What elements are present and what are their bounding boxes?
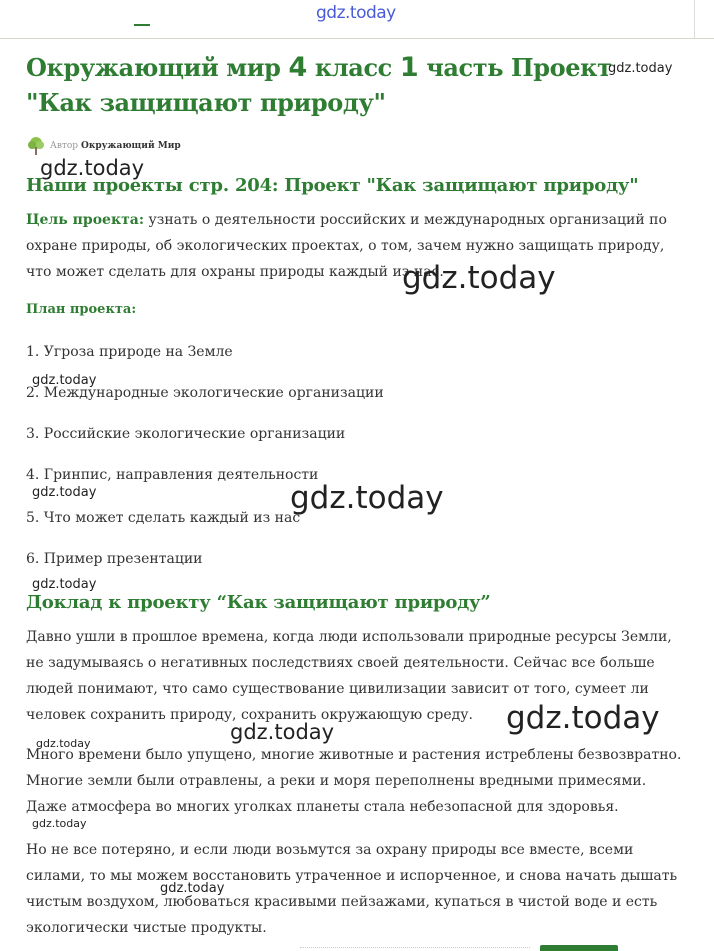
page-title xyxy=(26,50,616,120)
project-goal xyxy=(26,207,686,285)
plan-label: План проекта: xyxy=(26,302,137,317)
list-item: 6. Пример презентации xyxy=(26,551,203,567)
watermark: gdz.today xyxy=(40,156,145,180)
author-label: Автор xyxy=(50,141,79,151)
watermark: gdz.today xyxy=(290,480,444,516)
nav-accent[interactable] xyxy=(134,24,150,26)
report-paragraph: Давно ушли в прошлое времена, когда люди использовали природные ресурсы Земли, не задумываясь о негативных последствиях своей деятельности. Сейчас все больше людей понимают, что само существование цивилизации зависит от того, сумеет ли человек сохранить природу, сохранить окружающую среду. xyxy=(26,629,672,723)
report-paragraph: Но не все потеряно, и если люди возьмутся за охрану природы все вместе, всеми силами, то мы можем восстановить утраченное и испорченное, и снова начать дышать чистым воздухом, любоваться красивыми пейзажами, купаться в чистой воде и есть экологически чистые продукты. xyxy=(26,842,678,936)
watermark: gdz.today xyxy=(32,817,87,830)
divider xyxy=(694,0,695,38)
title-text: Окружающий мир xyxy=(26,53,289,82)
list-item: 2. Международные экологические организации xyxy=(26,385,384,401)
goal-text: узнать о деятельности российских и международных организаций по охране природы, об экологических проектах, о том, зачем нужно защищать природу, что может сделать для охраны природы каждый из нас. xyxy=(26,212,667,280)
section-heading-projects: Наши проекты стр. 204: Проект "Как защищают природу" xyxy=(26,175,639,196)
section-heading-report: Доклад к проекту “Как защищают природу” xyxy=(26,592,491,613)
watermark: gdz.today xyxy=(32,373,97,388)
title-text: класс xyxy=(306,53,400,82)
bottom-bar xyxy=(0,944,714,951)
list-item: 3. Российские экологические организации xyxy=(26,426,346,442)
title-part: 1 xyxy=(399,52,419,83)
title-text: часть Проект "Как защищают природу" xyxy=(26,53,612,117)
watermark: gdz.today xyxy=(608,61,673,76)
divider xyxy=(300,947,530,949)
list-item: 4. Гринпис, направления деятельности xyxy=(26,467,319,483)
watermark: gdz.today xyxy=(160,881,225,896)
tree-icon xyxy=(26,136,46,156)
goal-label: Цель проекта: xyxy=(26,212,144,228)
title-grade: 4 xyxy=(288,52,307,83)
watermark: gdz.today xyxy=(506,700,660,736)
top-bar xyxy=(0,0,714,39)
list-item: 1. Угроза природе на Земле xyxy=(26,344,233,360)
watermark: gdz.today xyxy=(36,737,91,750)
author-name[interactable]: Окружающий Мир xyxy=(81,141,181,151)
report-paragraph: Много времени было упущено, многие животные и растения истреблены безвозвратно. Многие земли были отравлены, а реки и моря переполнены вредными примесями. Даже атмосфера во многих уголках планеты стала небезопасной для здоровья. xyxy=(26,747,682,815)
watermark: gdz.today xyxy=(32,485,97,500)
bottom-button[interactable] xyxy=(540,945,618,951)
list-item: 5. Что может сделать каждый из нас xyxy=(26,510,301,526)
watermark: gdz.today xyxy=(402,260,556,296)
watermark: gdz.today xyxy=(230,720,335,744)
watermark: gdz.today xyxy=(32,577,97,592)
site-logo[interactable]: gdz.today xyxy=(316,3,396,23)
